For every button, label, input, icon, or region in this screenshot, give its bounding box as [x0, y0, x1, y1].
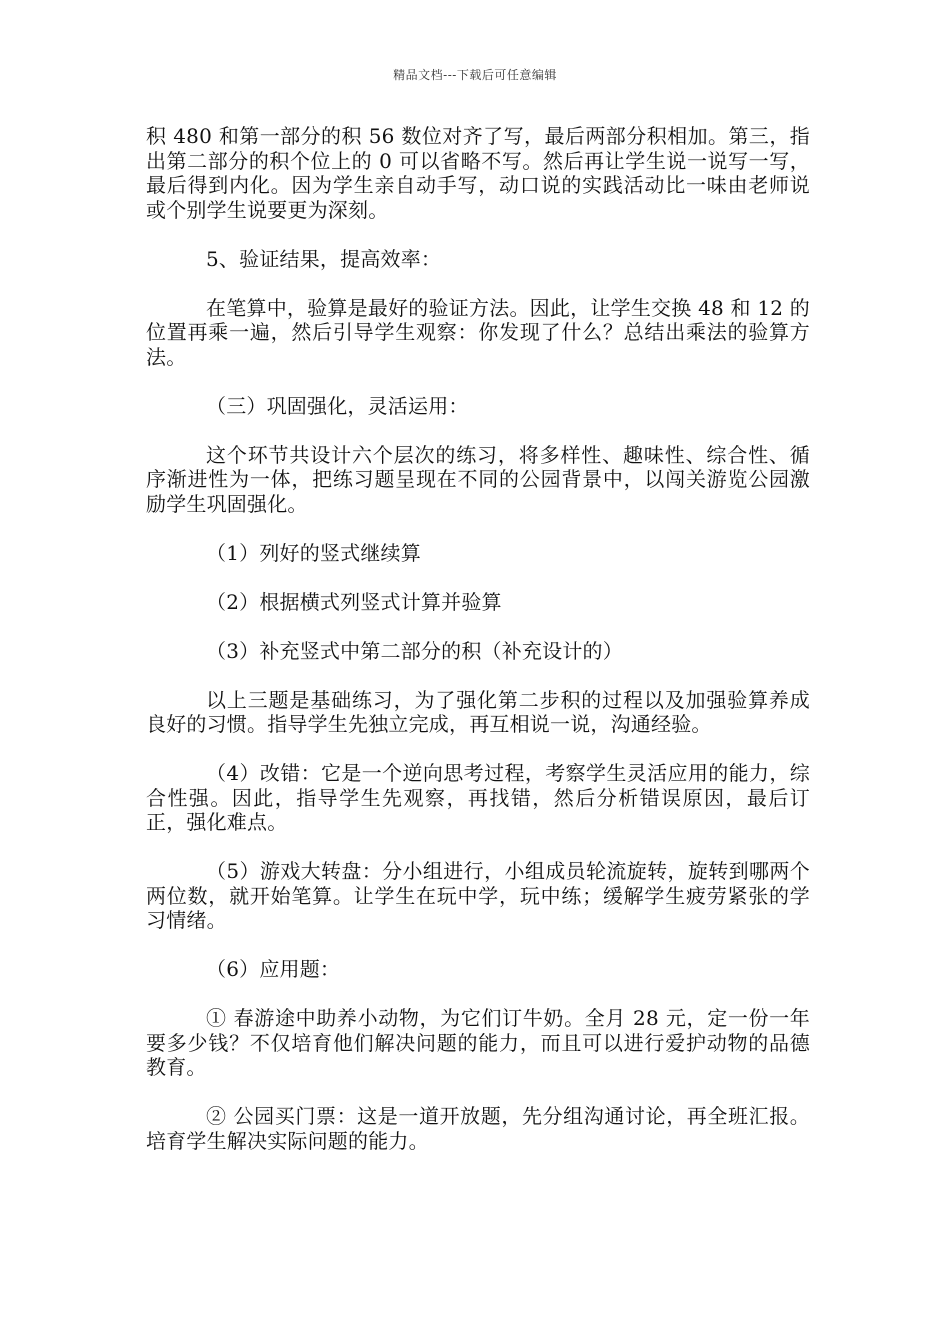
list-item-exercise-2: （2）根据横式列竖式计算并验算 [206, 589, 502, 614]
heading-consolidate: （三）巩固强化，灵活运用： [206, 393, 469, 418]
document-body [146, 124, 810, 1153]
paragraph-verification: 在笔算中，验算是最好的验证方法。因此，让学生交换 48 和 12 的位置再乘一遍，然后引导学生观察：你发现了什么？总结出乘法的验算方法。 [146, 295, 810, 369]
list-item-exercise-3: （3）补充竖式中第二部分的积（补充设计的） [206, 638, 623, 663]
list-item-exercise-1: （1）列好的竖式继续算 [206, 540, 421, 565]
paragraph-exercises-intro: 这个环节共设计六个层次的练习，将多样性、趣味性、综合性、循序渐进性为一体，把练习题呈现在不同的公园背景中，以闯关游览公园激励学生巩固强化。 [146, 442, 810, 516]
page-header: 精品文档---下载后可任意编辑 [393, 68, 557, 82]
list-item-exercise-4: （4）改错：它是一个逆向思考过程，考察学生灵活应用的能力，综合性强。因此，指导学生先观察，再找错，然后分析错误原因，最后订正，强化难点。 [146, 761, 810, 834]
list-item-application-2: ② 公园买门票：这是一道开放题，先分组沟通讨论，再全班汇报。培育学生解决实际问题的能力。 [146, 1104, 810, 1153]
heading-verify-results: 5、验证结果，提高效率： [206, 246, 442, 271]
paragraph-basic-practice: 以上三题是基础练习，为了强化第二步积的过程以及加强验算养成良好的习惯。指导学生先独立完成，再互相说一说，沟通经验。 [146, 687, 810, 736]
list-item-exercise-5: （5）游戏大转盘：分小组进行，小组成员轮流旋转，旋转到哪两个两位数，就开始笔算。让学生在玩中学，玩中练；缓解学生疲劳紧张的学习情绪。 [146, 859, 810, 932]
list-item-application-1: ① 春游途中助养小动物，为它们订牛奶。全月 28 元，定一份一年要多少钱？不仅培育他们解决问题的能力，而且可以进行爱护动物的品德教育。 [146, 1006, 810, 1079]
paragraph-continuation: 积 480 和第一部分的积 56 数位对齐了写，最后两部分积相加。第三，指出第二部分的积个位上的 0 可以省略不写。然后再让学生说一说写一写，最后得到内化。因为学生亲自动手写，动口说的实践活动比一味由老师说或个别学生说要更为深刻。 [146, 124, 810, 222]
list-item-exercise-6: （6）应用题： [206, 957, 341, 981]
